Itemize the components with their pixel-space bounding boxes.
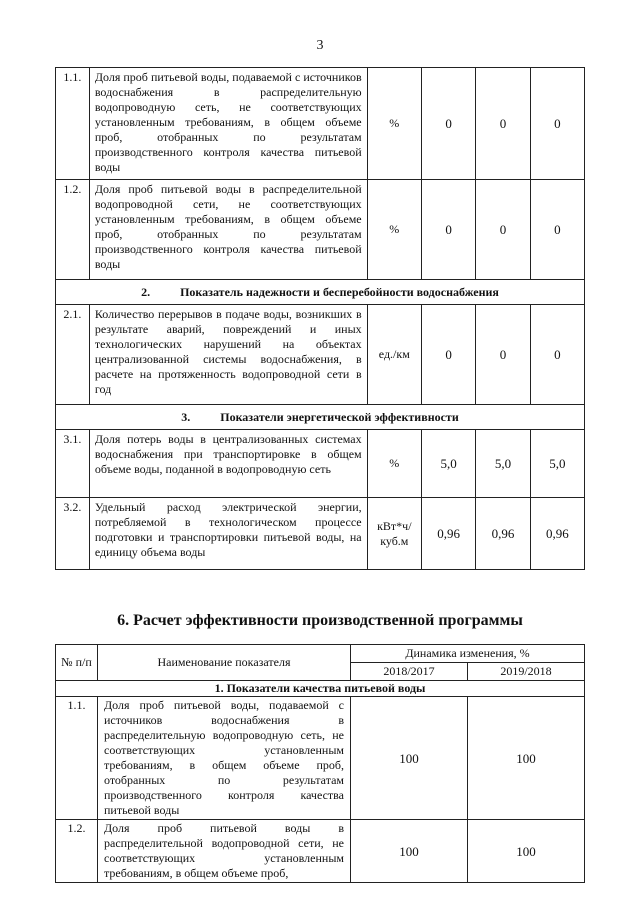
row-number: 3.1. (56, 430, 90, 498)
row-unit: кВт*ч/ куб.м (367, 498, 421, 570)
row-description: Доля проб питьевой воды, подаваемой с источников водоснабжения в распределительную водопроводную сеть, не соответствующих установленным требованиям, в общем объеме проб, отобранных по результатам производственного контроля качества питьевой воды (89, 68, 367, 180)
column-header-number: № п/п (56, 645, 98, 681)
column-header-year: 2018/2017 (351, 663, 468, 681)
row-value: 0 (476, 305, 530, 405)
row-value: 0 (476, 180, 530, 280)
table-row (56, 820, 585, 883)
row-value: 5,0 (476, 430, 530, 498)
row-value: 5,0 (421, 430, 475, 498)
section-number: 2. (141, 284, 151, 299)
row-value: 5,0 (530, 430, 584, 498)
row-value: 0 (476, 68, 530, 180)
row-value: 0 (530, 305, 584, 405)
row-unit: % (367, 68, 421, 180)
indicators-table (55, 67, 585, 570)
row-value: 0 (421, 68, 475, 180)
row-description: Доля потерь воды в централизованных системах водоснабжения при транспортировке в общем объеме воды, поданной в водопроводную сеть (89, 430, 367, 498)
row-value: 0,96 (476, 498, 530, 570)
row-value: 0 (530, 68, 584, 180)
column-header-name: Наименование показателя (98, 645, 351, 681)
table-row (56, 430, 585, 498)
row-unit: % (367, 430, 421, 498)
efficiency-table (55, 644, 585, 883)
row-unit: % (367, 180, 421, 280)
section-number: 3. (181, 409, 191, 424)
section-header (56, 280, 585, 305)
table-row (56, 305, 585, 405)
section-label: Показатель надежности и бесперебойности водоснабжения (180, 284, 499, 299)
section-label: Показатели энергетической эффективности (220, 409, 459, 424)
row-value: 0 (421, 305, 475, 405)
header-row (56, 645, 585, 663)
column-header-dynamics: Динамика изменения, % (351, 645, 585, 663)
section-header (56, 681, 585, 697)
row-unit: ед./км (367, 305, 421, 405)
row-value: 0,96 (530, 498, 584, 570)
row-description: Доля проб питьевой воды в распределительной водопроводной сети, не соответствующих установленным требованиям, в общем объеме проб, (98, 820, 351, 883)
row-value: 100 (468, 820, 585, 883)
row-value: 100 (351, 697, 468, 820)
table-row (56, 498, 585, 570)
column-header-year: 2019/2018 (468, 663, 585, 681)
row-value: 100 (468, 697, 585, 820)
row-value: 0 (530, 180, 584, 280)
row-value: 100 (351, 820, 468, 883)
row-number: 1.2. (56, 820, 98, 883)
row-number: 1.1. (56, 68, 90, 180)
row-number: 2.1. (56, 305, 90, 405)
row-value: 0 (421, 180, 475, 280)
row-description: Количество перерывов в подаче воды, возникших в результате аварий, повреждений и иных технологических нарушений на объектах централизованной системы водоснабжения, в расчете на протяженность водопроводной сети в год (89, 305, 367, 405)
row-value: 0,96 (421, 498, 475, 570)
table-row (56, 180, 585, 280)
section-header (56, 405, 585, 430)
table-row (56, 697, 585, 820)
row-description: Доля проб питьевой воды, подаваемой с источников водоснабжения в распределительную водопроводную сеть, не соответствующих установленным требованиям, в общем объеме проб, отобранных по результатам производственного контроля качества питьевой воды (98, 697, 351, 820)
page-number: 3 (316, 38, 324, 53)
row-number: 3.2. (56, 498, 90, 570)
row-number: 1.2. (56, 180, 90, 280)
table-row (56, 68, 585, 180)
section-title (56, 280, 585, 305)
section-title (56, 405, 585, 430)
row-description: Доля проб питьевой воды в распределительной водопроводной сети, не соответствующих установленным требованиям, в общем объеме проб, отобранных по результатам производственного контроля качества питьевой воды (89, 180, 367, 280)
section-title: 1. Показатели качества питьевой воды (56, 681, 585, 697)
row-description: Удельный расход электрической энергии, потребляемой в технологическом процессе подготовки и транспортировки питьевой воды, на единицу объема воды (89, 498, 367, 570)
row-number: 1.1. (56, 697, 98, 820)
section-heading: 6. Расчет эффективности производственной программы (117, 612, 523, 629)
